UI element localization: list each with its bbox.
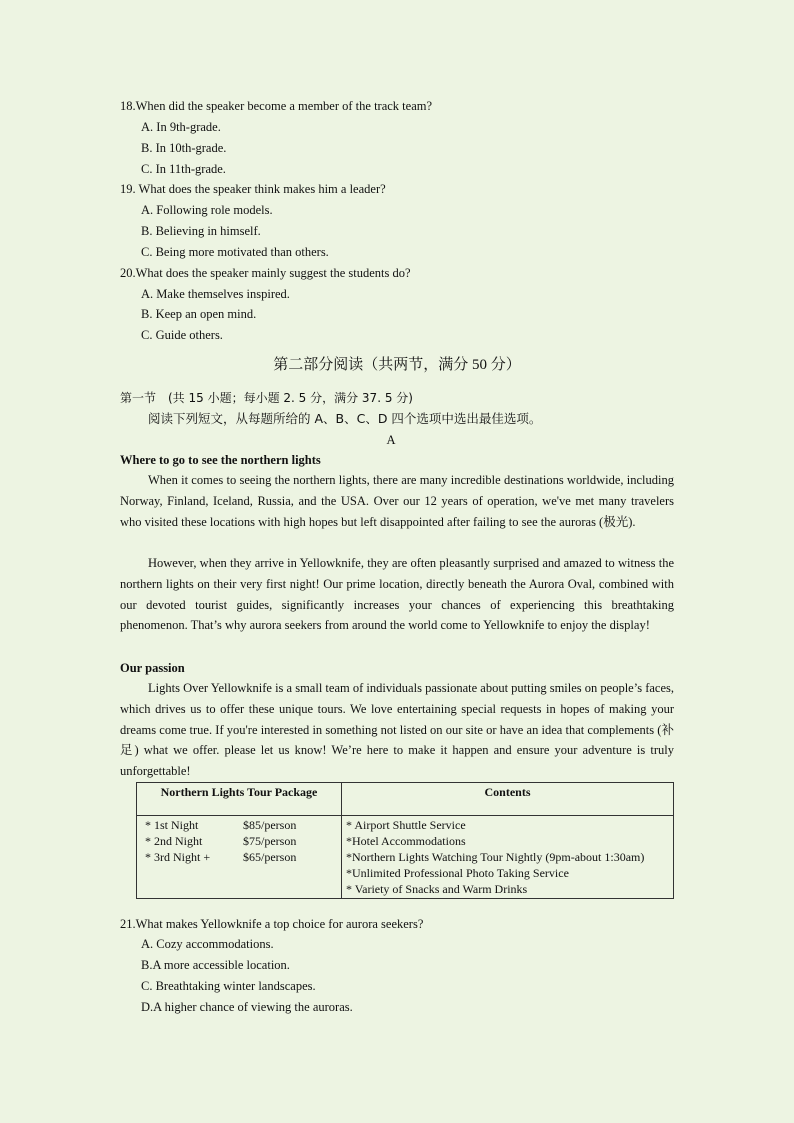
passage-title: Where to go to see the northern lights bbox=[120, 453, 321, 467]
contents-cell bbox=[342, 816, 674, 899]
section-title-passion: Our passion bbox=[120, 661, 185, 675]
question-19: 19. What does the speaker think makes him a leader? bbox=[120, 182, 386, 196]
content-item: *Northern Lights Watching Tour Nightly (9pm-about 1:30am) bbox=[346, 850, 645, 864]
package-item bbox=[141, 817, 337, 833]
option-21a: A. Cozy accommodations. bbox=[141, 937, 274, 951]
passage-letter: A bbox=[386, 433, 396, 447]
option-20b: B. Keep an open mind. bbox=[141, 307, 257, 321]
part-title: 第二部分阅读（共两节，满分 50 分） bbox=[273, 357, 521, 373]
option-19c: C. Being more motivated than others. bbox=[141, 245, 329, 259]
instruction: 阅读下列短文，从每题所给的 A、B、C、D 四个选项中选出最佳选项。 bbox=[148, 411, 542, 426]
paragraph-2: However, when they arrive in Yellowknife, they are often pleasantly surprised and amazed to witness the northern lights on their very first night! Our prime location, directly beneath the Aurora Oval, combined with our devoted tourist guides, significantly increases your chances of experiencing this breathtaking phenomenon. That’s why aurora seekers from around the world come to Yellowknife to enjoy the display! bbox=[120, 556, 674, 633]
paragraph-3: Lights Over Yellowknife is a small team of individuals passionate about putting smiles on people’s faces, which drives us to offer these unique tours. We love entertaining special requests in hopes of making your dreams come true. If you're interested in something not listed on our site or have an idea that complements (补足) what we offer. please let us know! We’re here to make it happen and ensure your adventure is truly unforgettable! bbox=[120, 681, 674, 779]
package-name: * 3rd Night + bbox=[145, 850, 211, 864]
question-21: 21.What makes Yellowknife a top choice for aurora seekers? bbox=[120, 917, 424, 931]
header-contents: Contents bbox=[342, 783, 674, 816]
option-19a: A. Following role models. bbox=[141, 203, 273, 217]
content-item: *Unlimited Professional Photo Taking Service bbox=[346, 866, 569, 880]
content-item: * Airport Shuttle Service bbox=[346, 818, 466, 832]
option-18a: A. In 9th-grade. bbox=[141, 120, 221, 134]
tour-package-table bbox=[136, 782, 674, 899]
content-item: *Hotel Accommodations bbox=[346, 834, 466, 848]
option-21c: C. Breathtaking winter landscapes. bbox=[141, 979, 316, 993]
table-header-row bbox=[137, 783, 674, 816]
option-18b: B. In 10th-grade. bbox=[141, 141, 227, 155]
package-price: $85/person bbox=[243, 818, 297, 832]
section-heading: 第一节 (共 15 小题；每小题 2. 5 分，满分 37. 5 分) bbox=[120, 391, 413, 405]
option-20c: C. Guide others. bbox=[141, 328, 223, 342]
package-name: * 2nd Night bbox=[145, 834, 203, 848]
question-18: 18.When did the speaker become a member of the track team? bbox=[120, 99, 433, 113]
content-item: * Variety of Snacks and Warm Drinks bbox=[346, 882, 528, 896]
package-name: * 1st Night bbox=[145, 818, 199, 832]
table-row bbox=[137, 816, 674, 899]
question-20: 20.What does the speaker mainly suggest the students do? bbox=[120, 266, 411, 280]
package-item bbox=[141, 849, 337, 865]
option-18c: C. In 11th-grade. bbox=[141, 162, 226, 176]
header-package: Northern Lights Tour Package bbox=[137, 783, 342, 816]
option-21b: B.A more accessible location. bbox=[141, 958, 290, 972]
package-item bbox=[141, 833, 337, 849]
package-price: $75/person bbox=[243, 834, 297, 848]
paragraph-1: When it comes to seeing the northern lights, there are many incredible destinations worldwide, including Norway, Finland, Iceland, Russia, and the USA. Over our 12 years of operation, we've met many travelers who visited these locations with high hopes but left disappointed after failing to see the auroras (极光). bbox=[120, 473, 674, 529]
package-price: $65/person bbox=[243, 850, 297, 864]
option-20a: A. Make themselves inspired. bbox=[141, 287, 290, 301]
package-cell bbox=[137, 816, 342, 899]
option-21d: D.A higher chance of viewing the auroras. bbox=[141, 1000, 353, 1014]
option-19b: B. Believing in himself. bbox=[141, 224, 261, 238]
